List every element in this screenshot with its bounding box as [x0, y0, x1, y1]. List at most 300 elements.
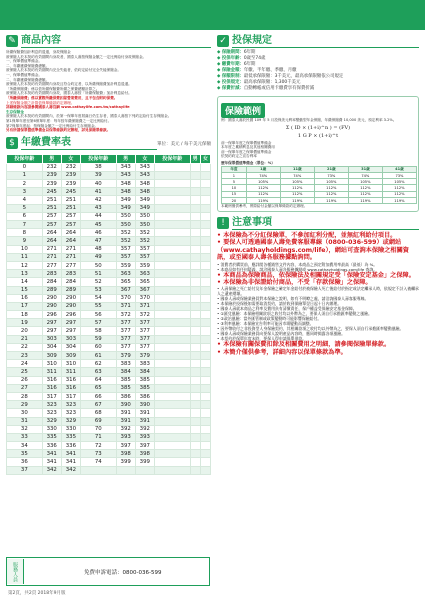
note-line: • 國泰人壽或保險業務員向要保人說明產品內容時，應同時揭露各項風險。	[217, 331, 346, 337]
rate-table-cell: 62	[80, 360, 116, 368]
rate-table-cell: 384	[116, 368, 135, 376]
rate-table-cell: 73	[80, 450, 116, 458]
example-table-cell: 119%	[382, 198, 416, 204]
note-line: • 本契約於保單年度末時，要保人得申請保單借款。	[217, 336, 307, 342]
rate-table-cell: 257	[61, 221, 80, 229]
rate-table-cell: 359	[135, 261, 154, 269]
rate-table-cell	[190, 401, 200, 409]
insurance-plan-header	[217, 34, 419, 48]
rate-table-cell	[154, 204, 190, 212]
rate-table-cell: 348	[135, 180, 154, 188]
note-line: • 國泰人壽或保險業務員對本保險之說明，如有不明瞭之處，請洽詢國泰人壽客服專線。	[217, 296, 369, 302]
rate-table-cell: 316	[42, 384, 61, 392]
right-column	[217, 34, 419, 356]
rate-table-cell: 349	[135, 204, 154, 212]
rate-table-cell: 350	[116, 221, 135, 229]
rate-table-cell: 21	[7, 335, 43, 343]
rate-table-cell	[200, 368, 210, 376]
rate-table-cell: 393	[116, 433, 135, 441]
example-table-cell: 119%	[246, 198, 280, 204]
rate-table-row	[7, 450, 211, 458]
rate-table-cell: 348	[116, 188, 135, 196]
example-table-cell: 105%	[246, 179, 280, 185]
example-table-header: 31歲	[348, 166, 382, 172]
annual-premium-section	[6, 136, 211, 475]
rate-table-cell: 303	[42, 335, 61, 343]
note-highlight: • 本簡介僅供參考，詳細內容以保單條款為準。	[217, 348, 347, 356]
rate-table-cell: 343	[135, 171, 154, 179]
rate-table-cell: 397	[116, 442, 135, 450]
rate-table-cell: 245	[42, 188, 61, 196]
rate-table-cell: 329	[42, 417, 61, 425]
rate-table-cell: 66	[80, 392, 116, 400]
rate-table-cell: 377	[116, 335, 135, 343]
rate-table-cell: 371	[135, 302, 154, 310]
rate-table-cell: 352	[135, 237, 154, 245]
plan-item-label: ◆ 保額限制：	[217, 74, 244, 79]
rate-table-cell: 290	[42, 302, 61, 310]
example-box	[217, 96, 419, 212]
example-table-cell: 112%	[280, 185, 314, 191]
example-table-cell: 1	[222, 172, 247, 178]
rate-table-cell: 392	[135, 425, 154, 433]
plan-item-label: ◆ 投保規定：	[217, 80, 244, 85]
rate-table-cell: 27	[7, 384, 43, 392]
rate-table-cell	[200, 458, 210, 466]
rate-table-cell: 398	[116, 450, 135, 458]
rate-table-cell: 304	[42, 343, 61, 351]
note-line: • 本保險於投保後如需要取消契約，請於收到保險單翌日起十日內辦理。	[217, 301, 342, 307]
rate-table-cell: 8	[7, 229, 43, 237]
rate-table-row	[7, 302, 211, 310]
product-content-header	[6, 34, 211, 48]
note-line: • 本商品如有任何疑義，請洽國泰人壽各服務據點或 www.cathayholdings.com/life 查詢。	[217, 266, 378, 272]
product-red-line-4: 另有所謂保單價值準備金以保單條款約定辦理，詳見保險單條款。	[6, 128, 111, 133]
rate-table-cell: 264	[61, 237, 80, 245]
example-table-cell: 74%	[280, 172, 314, 178]
rate-table-cell	[154, 458, 190, 466]
rate-table-cell: 37	[7, 466, 43, 474]
example-intro: 例：國泰人壽於民國 109 年 5 月投保美元利率變動型年金保險，年繳保險費 10,000 美元，預定利率 3.2%。	[221, 118, 397, 122]
rate-table-row	[7, 417, 211, 425]
rate-table-row	[7, 319, 211, 327]
rate-table-cell: 309	[42, 352, 61, 360]
rate-table-cell: 349	[116, 204, 135, 212]
rate-table-cell: 22	[7, 343, 43, 351]
rate-table-cell: 391	[135, 409, 154, 417]
rate-table-cell: 64	[80, 376, 116, 384]
rate-table-cell: 310	[61, 360, 80, 368]
rate-table-row	[7, 360, 211, 368]
rate-table-cell: 390	[135, 401, 154, 409]
rate-table-cell: 383	[135, 360, 154, 368]
rate-table-cell: 41	[80, 188, 116, 196]
rate-table-cell	[190, 163, 200, 171]
rate-table-cell: 19	[7, 319, 43, 327]
rate-table-cell	[200, 204, 210, 212]
rate-table-cell: 2	[7, 180, 43, 188]
example-note: 依契約約定之宣告利率	[221, 154, 257, 159]
rate-table-cell: 372	[116, 311, 135, 319]
rate-table-cell	[200, 221, 210, 229]
example-table-header: 1歲	[246, 166, 280, 172]
rate-table-cell: 316	[61, 384, 80, 392]
rate-table-cell	[200, 253, 210, 261]
rate-table-cell	[154, 442, 190, 450]
rate-table-cell	[190, 196, 200, 204]
rate-table-cell: 379	[116, 352, 135, 360]
rate-table-cell: 357	[135, 253, 154, 261]
rate-table-cell: 365	[135, 278, 154, 286]
rate-table-cell: 32	[7, 425, 43, 433]
rate-table-cell	[200, 278, 210, 286]
rate-table-row	[7, 237, 211, 245]
rate-table-cell	[200, 433, 210, 441]
rate-table-cell	[200, 196, 210, 204]
product-red-line-1: 「所繳保險費」係以實際所繳保費扣除營業費用，且不包含附約保費。	[6, 95, 118, 100]
rate-table-cell	[200, 229, 210, 237]
product-content-title: 商品內容	[21, 34, 211, 48]
rate-table-cell: 377	[135, 327, 154, 335]
rate-table-row	[7, 409, 211, 417]
plan-item-label: ◆ 投保年齡：	[217, 56, 244, 61]
rate-table-cell: 290	[42, 294, 61, 302]
rate-table-row	[7, 466, 211, 474]
rate-table-cell	[190, 253, 200, 261]
rate-table-cell	[200, 384, 210, 392]
rate-table-cell: 34	[7, 442, 43, 450]
rate-table-cell: 343	[116, 163, 135, 171]
rate-table-cell	[154, 188, 190, 196]
example-table-cell: 112%	[348, 191, 382, 197]
rate-table-cell	[200, 425, 210, 433]
rate-table-cell	[190, 278, 200, 286]
rate-table-cell: 271	[61, 245, 80, 253]
rate-table-cell: 232	[42, 163, 61, 171]
rate-table-cell	[154, 302, 190, 310]
rate-table-cell: 36	[7, 458, 43, 466]
rate-table-cell	[200, 302, 210, 310]
rate-table-row	[7, 368, 211, 376]
rate-table-cell: 48	[80, 245, 116, 253]
rate-table-cell: 7	[7, 221, 43, 229]
example-table-cell: 105%	[348, 179, 382, 185]
product-line: 被保險人於本契約有效期間內身故者，國泰人壽按保險金額之一定比例給付身故保險金。	[6, 54, 147, 59]
rate-table-cell: 12	[7, 261, 43, 269]
survival-title: 生存保險金	[6, 109, 24, 114]
rate-table-cell: 55	[80, 302, 116, 310]
rate-table-row	[7, 204, 211, 212]
rate-table-cell: 54	[80, 294, 116, 302]
rate-table-cell: 5	[7, 204, 43, 212]
rate-table-cell	[200, 442, 210, 450]
rate-table-header: 投保年齡	[154, 154, 190, 163]
rate-table-cell: 367	[116, 286, 135, 294]
note-line: • 消費者於購買前，應詳閱各種銷售文件內容，本商品之預定附加費用率最高（最低）為 %。	[217, 261, 378, 267]
rate-table-row	[7, 343, 211, 351]
rate-table-cell: 370	[135, 294, 154, 302]
rate-table-cell: 239	[42, 171, 61, 179]
example-footnote: 本範例僅供參考，實際給付金額以保單條款約定辦理。	[221, 204, 308, 209]
rate-table-cell	[190, 171, 200, 179]
rate-table-cell	[190, 409, 200, 417]
example-table-cell: 73%	[314, 172, 348, 178]
formula-2: 1 G P × (1+i)^t	[297, 132, 339, 139]
rate-table-row	[7, 442, 211, 450]
example-table-header: 21歲	[314, 166, 348, 172]
rate-table-cell: 232	[61, 163, 80, 171]
rate-table-cell: 38	[80, 163, 116, 171]
rate-table-cell	[154, 343, 190, 351]
rate-table-cell: 4	[7, 196, 43, 204]
rate-table-cell: 352	[135, 229, 154, 237]
rate-table-cell: 335	[61, 433, 80, 441]
rate-table-cell	[200, 327, 210, 335]
rate-table-header: 女	[200, 154, 210, 163]
complaint-phone: 免費申訴電話：0800-036-599	[84, 569, 162, 576]
rate-table-cell: 23	[7, 352, 43, 360]
rate-table-row	[7, 392, 211, 400]
rate-table-cell	[200, 237, 210, 245]
rate-table-cell	[200, 311, 210, 319]
rate-table-cell: 393	[135, 433, 154, 441]
rate-table-cell: 343	[116, 171, 135, 179]
rate-table-cell	[154, 311, 190, 319]
rate-table-cell: 289	[61, 286, 80, 294]
rate-table-cell: 56	[80, 311, 116, 319]
rate-table-cell	[190, 458, 200, 466]
rate-table-cell: 341	[61, 450, 80, 458]
rate-table-cell: 350	[135, 212, 154, 220]
rate-table-cell	[190, 237, 200, 245]
rate-table-cell: 43	[80, 204, 116, 212]
rate-table-cell: 290	[61, 302, 80, 310]
product-red-line-2: 上述保險金額之計算依保單條款約定辦理。	[6, 100, 75, 105]
rate-table-cell	[154, 319, 190, 327]
rate-table-cell: 316	[61, 376, 80, 384]
rate-table-cell	[154, 180, 190, 188]
rate-table-cell	[135, 466, 154, 474]
rate-table-cell: 330	[61, 425, 80, 433]
note-line: • ②政治風險：當外匯管制或政策變動時可能影響保險給付。	[217, 316, 322, 322]
rate-table-cell: 309	[61, 352, 80, 360]
rate-table-cell	[200, 188, 210, 196]
rate-table-cell	[190, 188, 200, 196]
rate-table-cell	[190, 433, 200, 441]
rate-table-cell: 284	[42, 278, 61, 286]
rate-table-cell: 14	[7, 278, 43, 286]
rate-table-cell: 47	[80, 237, 116, 245]
rate-table-cell: 342	[42, 466, 61, 474]
rate-table-cell	[200, 450, 210, 458]
rate-table-cell: 363	[116, 270, 135, 278]
product-content-text	[6, 50, 211, 96]
rate-table-cell: 336	[61, 442, 80, 450]
footer-service-box	[6, 557, 210, 586]
rate-table-cell: 297	[42, 319, 61, 327]
page-info: 第2頁，共2頁 2018年9月版	[8, 591, 66, 596]
rate-table-cell	[80, 466, 116, 474]
rate-table-cell: 377	[135, 335, 154, 343]
rate-table-cell	[116, 466, 135, 474]
rate-table-cell	[190, 442, 200, 450]
rate-table-cell: 271	[61, 253, 80, 261]
rate-table-cell: 329	[61, 417, 80, 425]
annual-premium-header	[6, 136, 157, 150]
rate-table-cell: 33	[7, 433, 43, 441]
rate-table-cell	[200, 171, 210, 179]
rate-table-cell: 40	[80, 180, 116, 188]
rate-table-cell	[154, 450, 190, 458]
rate-table-cell	[154, 253, 190, 261]
rate-table-cell: 385	[135, 376, 154, 384]
example-note: 前一保單年度之保單價值準備金	[221, 149, 272, 154]
rate-table-cell: 18	[7, 311, 43, 319]
plan-item-value: 自動轉帳或信用卡繳費享有保費折減	[243, 86, 315, 91]
rate-table-cell: 67	[80, 401, 116, 409]
rate-table-cell	[154, 212, 190, 220]
rate-table-cell	[200, 360, 210, 368]
plan-item-value: 0歲至74歲	[243, 56, 266, 61]
rate-table-row	[7, 196, 211, 204]
rate-table-cell: 323	[42, 401, 61, 409]
example-table-caption: 歷年保單價值準備金（單位：%）	[221, 160, 275, 165]
rate-table-cell: 9	[7, 237, 43, 245]
rate-table-row	[7, 212, 211, 220]
rate-table-cell: 290	[61, 294, 80, 302]
example-table-cell: 74%	[348, 172, 382, 178]
example-title: 保險範例	[221, 103, 265, 118]
rate-table-cell: 24	[7, 360, 43, 368]
rate-table-cell: 251	[61, 196, 80, 204]
rate-table-cell: 52	[80, 278, 116, 286]
rate-table-row	[7, 311, 211, 319]
rate-table-cell	[154, 229, 190, 237]
rate-table-cell: 251	[42, 196, 61, 204]
rate-table-cell: 330	[42, 425, 61, 433]
rate-table-cell	[200, 466, 210, 474]
rate-table-cell: 386	[116, 392, 135, 400]
rate-table-cell: 264	[42, 229, 61, 237]
rate-table-cell: 239	[42, 180, 61, 188]
rate-table-cell: 10	[7, 245, 43, 253]
rate-table-cell: 45	[80, 221, 116, 229]
rate-table-row	[7, 286, 211, 294]
rate-table-cell: 74	[80, 458, 116, 466]
annual-premium-title: 年繳費率表	[21, 136, 157, 150]
rate-table-cell	[190, 311, 200, 319]
rate-table-row	[7, 278, 211, 286]
rate-table-cell: 264	[42, 237, 61, 245]
plan-item-value: 最高承保限額：1,300千美元	[243, 80, 301, 85]
rate-table-cell: 397	[135, 442, 154, 450]
rate-table-cell	[200, 261, 210, 269]
rate-table-cell: 277	[61, 261, 80, 269]
alert-icon: !	[217, 217, 229, 229]
notes-body	[217, 232, 419, 356]
rate-table-cell	[154, 270, 190, 278]
rate-table-cell	[200, 352, 210, 360]
rate-table-cell: 283	[42, 270, 61, 278]
rate-table-cell	[200, 245, 210, 253]
rate-table-row	[7, 401, 211, 409]
rate-table-row	[7, 433, 211, 441]
rate-table-cell	[200, 409, 210, 417]
rate-table-cell: 1	[7, 171, 43, 179]
shield-icon: ✓	[217, 35, 229, 47]
rate-table-cell: 296	[42, 311, 61, 319]
plan-item-value: 最低承保限額：3千美元，最高承保限額依公司規定	[243, 74, 344, 79]
rate-table-cell: 311	[42, 368, 61, 376]
example-table	[221, 166, 417, 205]
table-icon: $	[6, 137, 18, 149]
rate-table-cell: 399	[116, 458, 135, 466]
rate-table-cell: 341	[42, 458, 61, 466]
rate-table-cell: 384	[135, 368, 154, 376]
rate-table-cell: 335	[42, 433, 61, 441]
rate-table-cell: 257	[42, 221, 61, 229]
example-table-cell: 20	[222, 198, 247, 204]
rate-table-cell: 363	[135, 270, 154, 278]
example-table-header: 11歲	[280, 166, 314, 172]
product-line: 被保險人於本契約有效期間內身故且符合約定者，以所繳保險費加計利息退還。	[6, 82, 132, 87]
rate-table-cell	[154, 360, 190, 368]
example-table-cell: 112%	[314, 185, 348, 191]
rate-table-cell	[200, 163, 210, 171]
rate-table-cell: 65	[80, 384, 116, 392]
rate-table-cell: 42	[80, 196, 116, 204]
rate-table-cell: 371	[116, 302, 135, 310]
rate-table-cell: 317	[42, 392, 61, 400]
rate-table-cell	[200, 286, 210, 294]
example-table-cell: 112%	[246, 191, 280, 197]
rate-table-cell: 271	[42, 245, 61, 253]
plan-item	[217, 86, 419, 92]
plan-item-value: 年繳、半年繳、季繳、月繳	[243, 68, 297, 73]
rate-table-cell	[190, 392, 200, 400]
example-table-row	[222, 198, 417, 204]
rate-table-header: 投保年齡	[80, 154, 116, 163]
survival-line: 被保險人於本契約有效期間內，於第一保單年度屆滿日仍生存者，國泰人壽按下列約定給付生存保險金。	[6, 114, 172, 119]
rate-table-cell: 53	[80, 286, 116, 294]
rate-table-cell	[154, 368, 190, 376]
rate-table-header: 投保年齡	[7, 154, 43, 163]
rate-table-row	[7, 270, 211, 278]
rate-table-row	[7, 245, 211, 253]
example-table-cell: 119%	[348, 198, 382, 204]
example-table-cell: 73%	[382, 172, 416, 178]
plan-item-label: ◆ 保險金額：	[217, 68, 244, 73]
rate-table-row	[7, 261, 211, 269]
product-line: 被保險人於本契約有效期間內身故，國泰人壽按「所繳保險費」加計利息給付。	[6, 91, 132, 96]
rate-table-cell: 377	[116, 343, 135, 351]
rate-table-cell	[154, 466, 190, 474]
rate-table-cell: 323	[61, 409, 80, 417]
rate-table-cell	[190, 286, 200, 294]
example-note: 前一保單年度之保單價值準備金	[221, 140, 272, 145]
rate-table-cell	[190, 368, 200, 376]
rate-table-row	[7, 376, 211, 384]
rate-table-cell	[154, 384, 190, 392]
rate-table-cell: 385	[135, 384, 154, 392]
product-line: 一、保單價值準備金。	[6, 72, 42, 77]
rate-table-cell: 350	[116, 212, 135, 220]
rate-table-cell: 391	[135, 417, 154, 425]
rate-table-cell: 336	[42, 442, 61, 450]
rate-table-cell	[154, 433, 190, 441]
survival-text	[6, 114, 211, 128]
product-line: 所繳保險費加計利息的退還，身故保險金	[6, 50, 71, 54]
